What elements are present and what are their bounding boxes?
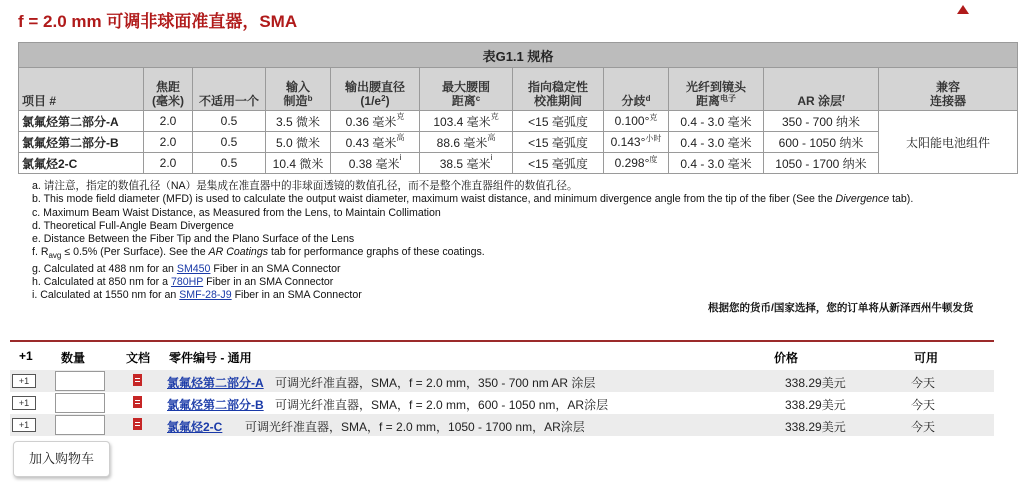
header-fiber-distance: 光纤到镜头 距离$^{电子}$ (669, 68, 764, 111)
table-row (19, 111, 1018, 132)
link-780hp[interactable]: 780HP (170, 276, 204, 289)
header-input: 输入 制造$^b$ (266, 68, 331, 111)
quantity-input[interactable] (55, 371, 105, 391)
cell-input: 10.4 微米 (266, 153, 331, 174)
cell-fiber-distance: 0.4 - 3.0 毫米 (669, 111, 764, 132)
scroll-top-arrow-icon[interactable] (957, 5, 969, 14)
footnote-a: a. 请注意，指定的数值孔径（NA）是集成在准直器中的非球面透镜的数值孔径，而不是整个准直器组件的数值孔径。 (32, 180, 578, 192)
header-part: 零件编号 - 通用 (169, 351, 252, 365)
pdf-document-icon[interactable] (133, 396, 142, 408)
footnote-e: e. Distance Between the Fiber Tip and the Plano Surface of the Lens (32, 233, 355, 246)
shipping-note: 根据您的货币/国家选择，您的订单将从新泽西州牛顿发货 (708, 302, 974, 314)
add-one-cart-icon[interactable]: +1 (12, 374, 36, 388)
cell-fiber-distance: 0.4 - 3.0 毫米 (669, 153, 764, 174)
cell-divergence: 0.143°$^{小时}$ (604, 132, 669, 153)
cell-na: 0.5 (193, 132, 266, 153)
header-docs: 文档 (126, 351, 151, 365)
part-number-link[interactable]: 氯氟烃2-C (167, 420, 223, 434)
cell-na: 0.5 (193, 111, 266, 132)
table-row (19, 153, 1018, 174)
footnote-i: i. Calculated at 1550 nm for an SMF-28-J9 Fiber in an SMA Connector (32, 289, 362, 302)
header-plus1: +1 (19, 349, 33, 363)
header-pointing: 指向稳定性 校准期间 (513, 68, 604, 111)
order-table-header (10, 340, 994, 371)
cell-input: 5.0 微米 (266, 132, 331, 153)
header-waist: 输出腰直径 $(1/e^2)$ (331, 68, 420, 111)
add-one-cart-icon[interactable]: +1 (12, 418, 36, 432)
cell-item: 氯氟烃第二部分-B (19, 132, 144, 153)
product-availability: 今天 (911, 420, 936, 434)
cell-ar-coating: 350 - 700 纳米 (764, 111, 879, 132)
product-price: 338.29美元 (785, 376, 846, 390)
quantity-input[interactable] (55, 415, 105, 435)
product-row (10, 392, 994, 414)
cell-ar-coating: 1050 - 1700 纳米 (764, 153, 879, 174)
product-price: 338.29美元 (785, 420, 846, 434)
cell-waist: 0.36 毫米$^克$ (331, 111, 420, 132)
cell-ar-coating: 600 - 1050 纳米 (764, 132, 879, 153)
header-max-waist: 最大腰围 距离$^c$ (420, 68, 513, 111)
add-one-cart-icon[interactable]: +1 (12, 396, 36, 410)
page-title: f = 2.0 mm 可调非球面准直器，SMA (18, 12, 298, 31)
product-description: 可调光纤准直器，SMA，f = 2.0 mm，600 - 1050 nm，AR涂层 (275, 398, 609, 412)
footnote-h: h. Calculated at 850 nm for a 780HP Fiber in an SMA Connector (32, 276, 334, 289)
header-compat: 兼容 连接器 (879, 68, 1018, 111)
spec-table (18, 42, 1018, 174)
footnote-g: g. Calculated at 488 nm for an SM450 Fiber in an SMA Connector (32, 262, 341, 275)
product-description: 可调光纤准直器，SMA，f = 2.0 mm，1050 - 1700 nm，AR涂层 (245, 420, 585, 434)
product-row (10, 370, 994, 392)
cell-item: 氯氟烃2-C (19, 153, 144, 174)
header-focal: 焦距 (毫米) (144, 68, 193, 111)
cell-compat: 太阳能电池组件 (879, 111, 1018, 174)
footnote-f: f. $R_{avg} \le 0.5\%$ (Per Surface). See the AR Coatings tab for performance graphs of these coatings. (32, 246, 485, 261)
header-qty: 数量 (61, 351, 86, 365)
cell-waist: 0.38 毫米$^i$ (331, 153, 420, 174)
cell-focal: 2.0 (144, 111, 193, 132)
header-item: 项目 # (19, 68, 144, 111)
cell-focal: 2.0 (144, 132, 193, 153)
link-smf-28-j9[interactable]: SMF-28-J9 (179, 289, 232, 302)
cell-pointing: <15 毫弧度 (513, 111, 604, 132)
footnote-c: c. Maximum Beam Waist Distance, as Measured from the Lens, to Maintain Collimation (32, 206, 441, 219)
pdf-document-icon[interactable] (133, 374, 142, 386)
cell-fiber-distance: 0.4 - 3.0 毫米 (669, 132, 764, 153)
header-avail: 可用 (914, 351, 939, 365)
cell-pointing: <15 毫弧度 (513, 132, 604, 153)
cell-item: 氯氟烃第二部分-A (19, 111, 144, 132)
header-ar-coating: AR 涂层$^f$ (764, 68, 879, 111)
cell-max-waist: 103.4 毫米$^克$ (420, 111, 513, 132)
footnotes (32, 180, 913, 303)
cell-divergence: 0.298°$^度$ (604, 153, 669, 174)
product-description: 可调光纤准直器，SMA，f = 2.0 mm，350 - 700 nm AR 涂层 (275, 376, 596, 390)
product-availability: 今天 (911, 398, 936, 412)
cell-pointing: <15 毫弧度 (513, 153, 604, 174)
cell-max-waist: 38.5 毫米$^i$ (420, 153, 513, 174)
header-price: 价格 (774, 351, 799, 365)
header-divergence: 分歧$^d$ (604, 68, 669, 111)
cell-focal: 2.0 (144, 153, 193, 174)
add-to-cart-button[interactable]: 加入购物车 (13, 441, 110, 477)
footnote-b: b. This mode field diameter (MFD) is used to calculate the output waist diameter, maximum waist distance, and minimum divergence angle from the tip of the fiber (See the Divergence tab). (32, 193, 914, 206)
table-caption: 表G1.1 规格 (19, 43, 1018, 68)
cell-input: 3.5 微米 (266, 111, 331, 132)
table-row (19, 132, 1018, 153)
product-price: 338.29美元 (785, 398, 846, 412)
cell-waist: 0.43 毫米$^高$ (331, 132, 420, 153)
part-number-link[interactable]: 氯氟烃第二部分-A (167, 376, 264, 390)
pdf-document-icon[interactable] (133, 418, 142, 430)
quantity-input[interactable] (55, 393, 105, 413)
cell-divergence: 0.100°$^克$ (604, 111, 669, 132)
product-availability: 今天 (911, 376, 936, 390)
cell-max-waist: 88.6 毫米$^高$ (420, 132, 513, 153)
header-na: 不适用一个 (193, 68, 266, 111)
product-row (10, 414, 994, 436)
cell-na: 0.5 (193, 153, 266, 174)
link-sm450[interactable]: SM450 (176, 262, 211, 275)
part-number-link[interactable]: 氯氟烃第二部分-B (167, 398, 264, 412)
footnote-d: d. Theoretical Full-Angle Beam Divergence (32, 219, 234, 232)
